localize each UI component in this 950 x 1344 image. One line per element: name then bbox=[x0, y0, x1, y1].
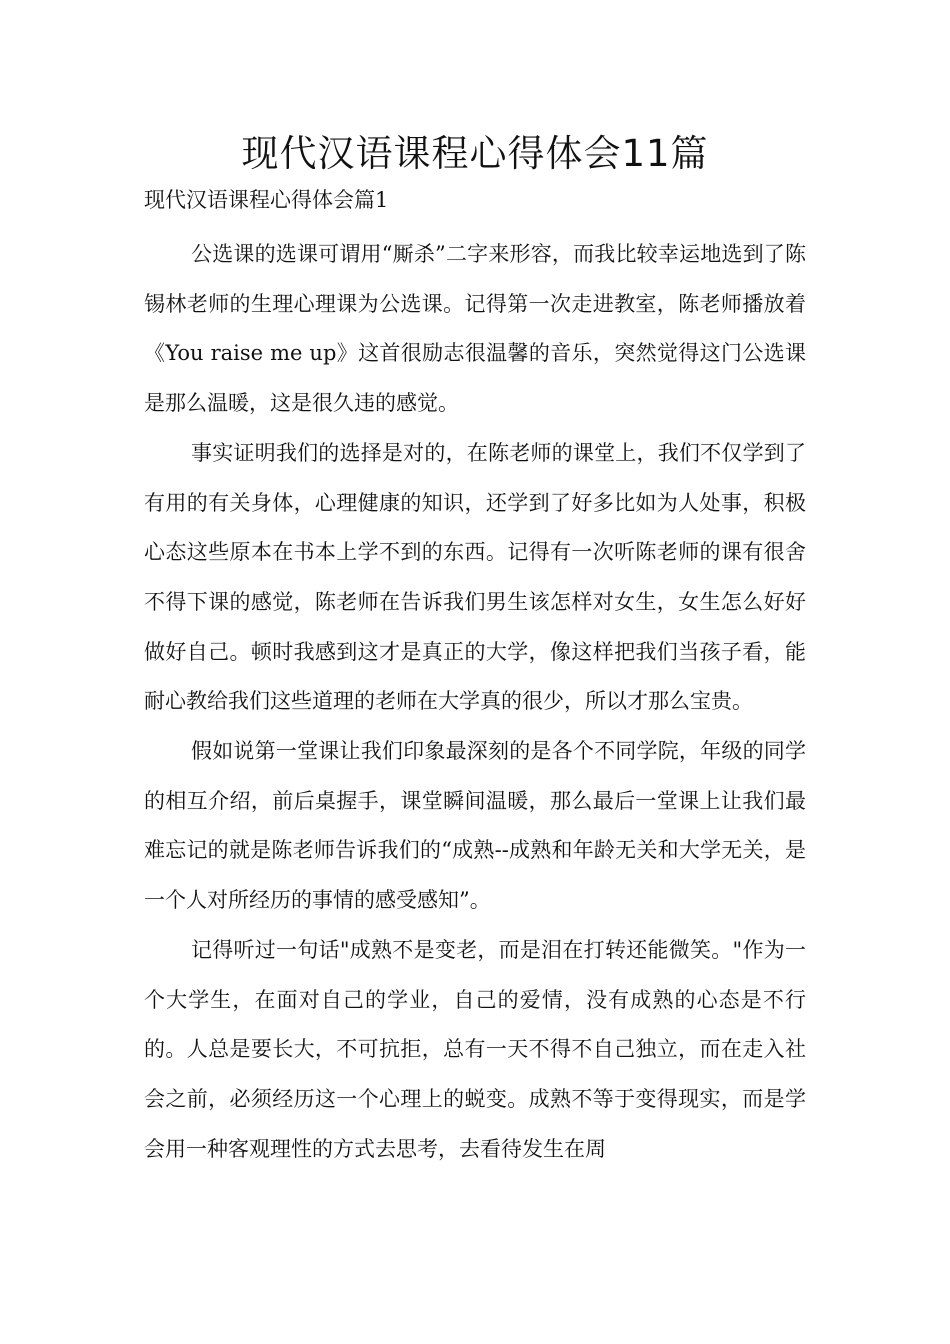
paragraph-4: 记得听过一句话"成熟不是变老，而是泪在打转还能微笑。"作为一个大学生，在面对自己的学业，自己的爱情，没有成熟的心态是不行的。人总是要长大，不可抗拒，总有一天不得不自己独立，而在走入社会之前，必须经历这一个心理上的蜕变。成熟不等于变得现实，而是学会用一种客观理性的方式去思考，去看待发生在周 bbox=[144, 937, 806, 1161]
paragraph-3: 假如说第一堂课让我们印象最深刻的是各个不同学院，年级的同学的相互介绍，前后桌握手，课堂瞬间温暖，那么最后一堂课上让我们最难忘记的就是陈老师告诉我们的“成熟--成熟和年龄无关和大学无关，是一个人对所经历的事情的感受感知”。 bbox=[144, 739, 806, 913]
body-text bbox=[144, 230, 806, 1174]
section-heading: 现代汉语课程心得体会篇1 bbox=[144, 188, 389, 212]
paragraph-2: 事实证明我们的选择是对的，在陈老师的课堂上，我们不仅学到了有用的有关身体，心理健康的知识，还学到了好多比如为人处事，积极心态这些原本在书本上学不到的东西。记得有一次听陈老师的课有很舍不得下课的感觉，陈老师在告诉我们男生该怎样对女生，女生怎么好好做好自己。顿时我感到这才是真正的大学，像这样把我们当孩子看，能耐心教给我们这些道理的老师在大学真的很少，所以才那么宝贵。 bbox=[144, 440, 806, 714]
paragraph-1: 公选课的选课可谓用“厮杀”二字来形容，而我比较幸运地选到了陈锡林老师的生理心理课为公选课。记得第一次走进教室，陈老师播放着《You raise me up》这首很励志很温馨的音乐，突然觉得这门公选课是那么温暖，这是很久违的感觉。 bbox=[144, 242, 806, 416]
document-title: 现代汉语课程心得体会11篇 bbox=[241, 132, 709, 175]
